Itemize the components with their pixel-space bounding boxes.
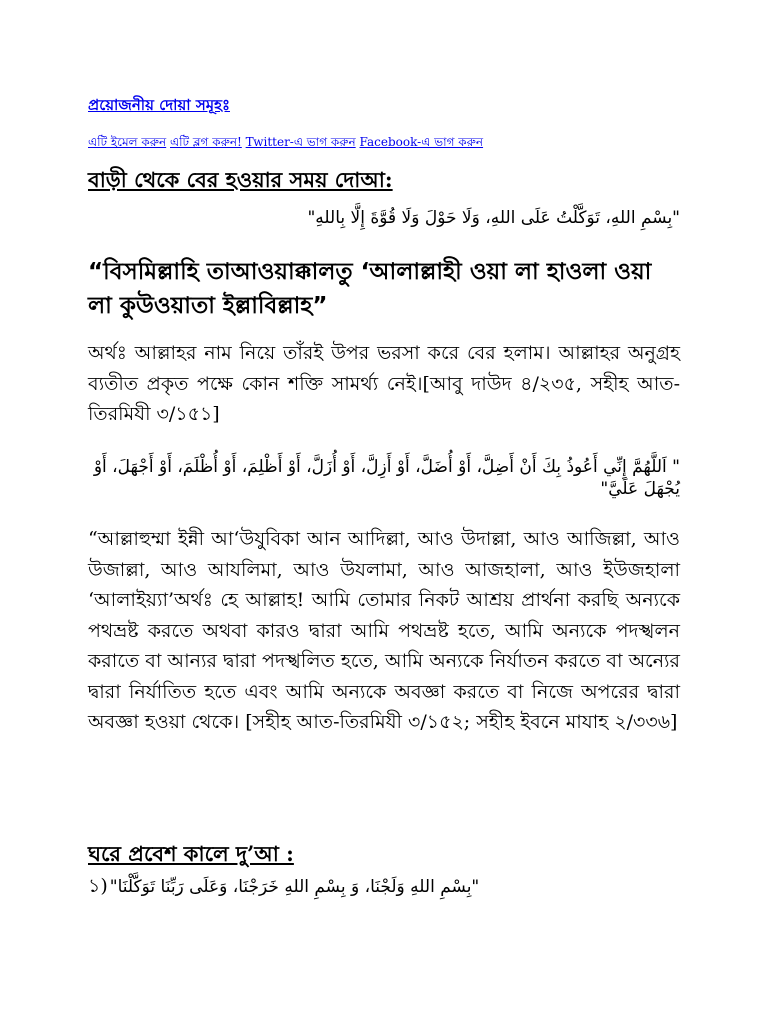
entering-home-dua-heading: ঘরে প্রবেশ কালে দু’আ :: [88, 841, 294, 866]
list-number: ১): [88, 875, 108, 897]
leaving-home-dua-heading: বাড়ী থেকে বের হওয়ার সময় দোআ:: [88, 167, 393, 192]
leaving-home-meaning: অর্থঃ আল্লাহর নাম নিয়ে তাঁরই উপর ভরসা করে বের হলাম। আল্লাহর অনুগ্রহ ব্যতীত প্রকৃত পক্ষে কোন শক্তি সামর্থ্য নেই।[আবু দাউদ ৪/২৩৫, সহীহ আত-তিরমিযী ৩/১৫১]: [88, 342, 680, 425]
share-twitter-link[interactable]: Twitter-এ ভাগ করুন: [245, 135, 356, 149]
share-facebook-link[interactable]: Facebook-এ ভাগ করুন: [359, 135, 484, 149]
entering-home-arabic-line: [88, 872, 680, 904]
share-links-row: [88, 134, 680, 154]
entering-home-arabic-text: "بِسْمِ اللهِ وَلَجْنَا، وَ بِسْمِ اللهِ خَرَجْنَا، وَعَلَى رَبِّنَا تَوَكَّلْنَا": [109, 877, 480, 897]
refuge-dua-text: “আল্লাহুম্মা ইন্নী আ‘উযুবিকা আন আদিল্লা, আও উদাল্লা, আও আজিল্লা, আও উজাল্লা, আও আযলিমা, আও উযলামা, আও আজহালা, আও ইউজহালা ‘আলাইয়্যা’অর্থঃ হে আল্লাহ! আমি তোমার নিকট আশ্রয় প্রার্থনা করছি অন্যকে পথভ্রষ্ট করতে অথবা কারও দ্বারা আমি পথভ্রষ্ট হতে, আমি অন্যকে পদস্খলন করাতে বা আন্যর দ্বারা পদস্খলিত হতে, আমি অন্যকে নির্যাতন করতে বা অন্যের দ্বারা নির্যাতিত হতে এবং আমি অন্যকে অবজ্ঞা করতে বা নিজে অপরের দ্বারা অবজ্ঞা হওয়া থেকে। [সহীহ আত-তিরমিযী ৩/১৫২; সহীহ ইবনে মাযাহ ২/৩৩৬]: [88, 528, 680, 733]
refuge-dua-arabic-text: " اَللَّهُمَّ إِنِّي أَعُوذُ بِكَ أَنْ أَضِلَّ، أَوْ أُضَلَّ، أَوْ أَزِلَّ، أَوْ أُزَلَّ، أَوْ أَظْلِمَ، أَوْ أُظْلَمَ، أَوْ أَجْهَلَ، أَوْ يُجْهَلَ عَلَيَّ": [93, 457, 680, 499]
essential-duas-heading-link[interactable]: প্রয়োজনীয় দোয়া সমূহঃ: [88, 96, 230, 114]
leaving-home-transliteration: “বিসমিল্লাহি তাআওয়াক্কালতু ‘আলাল্লাহী ওয়া লা হাওলা ওয়া লা কুউওয়াতা ইল্লাবিল্লাহ”: [88, 259, 652, 319]
blog-this-link[interactable]: এটি ব্লগ করুন!: [170, 135, 242, 149]
email-this-link[interactable]: এটি ইমেল করুন: [88, 135, 167, 149]
leaving-home-arabic-text: "بِسْمِ اللهِ، تَوَكَّلْتُ عَلَى اللهِ، وَلَا حَوْلَ وَلَا قُوَّةَ إِلَّا بِاللهِ": [307, 208, 680, 228]
